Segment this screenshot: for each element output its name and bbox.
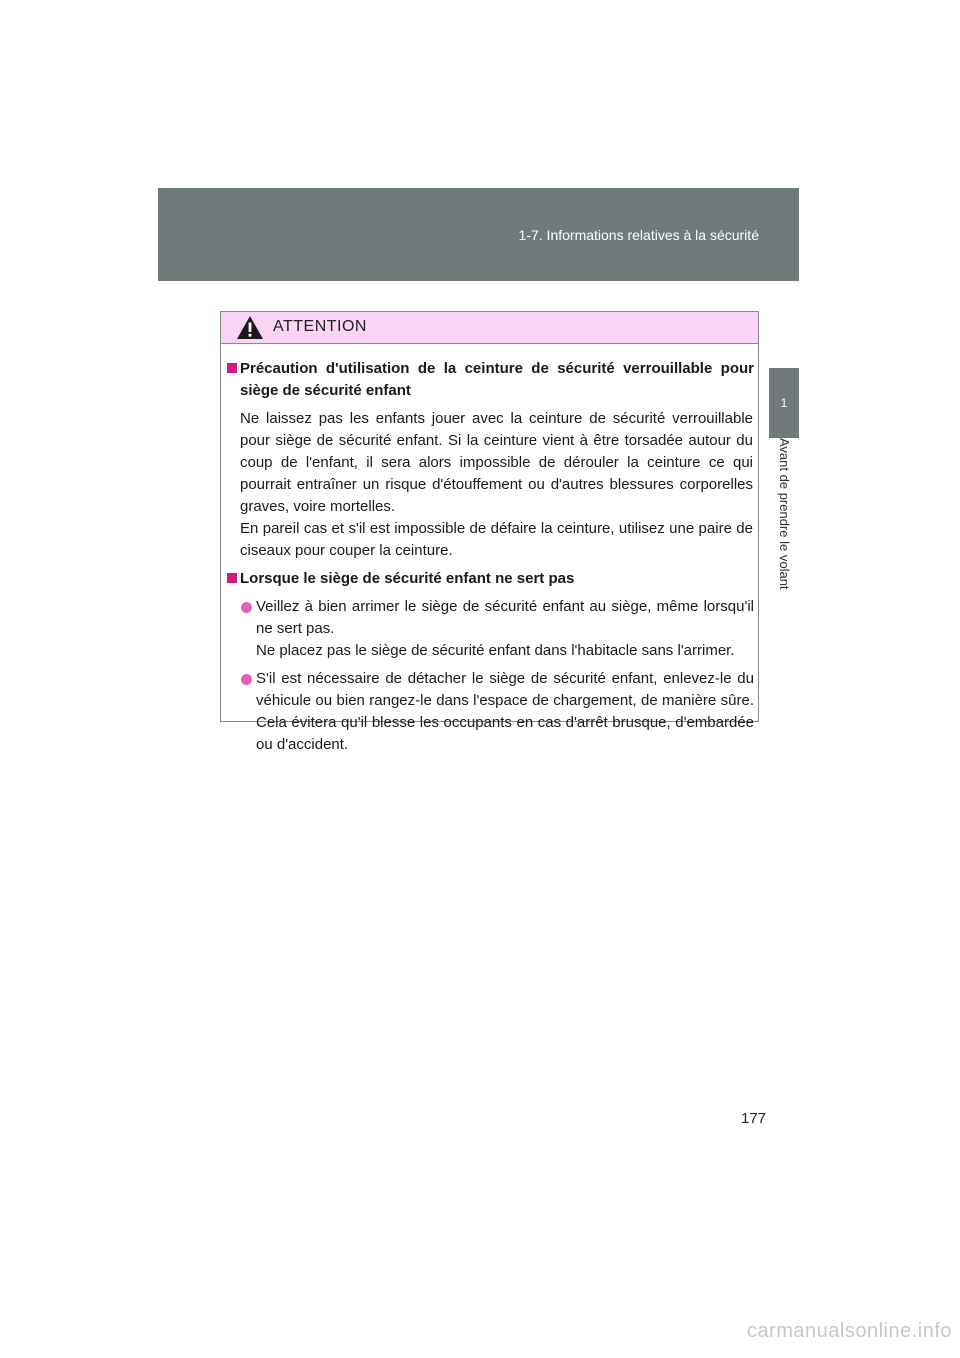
warning-title: ATTENTION xyxy=(273,318,367,335)
warning-header xyxy=(221,312,758,344)
watermark: carmanualsonline.info xyxy=(746,1320,952,1342)
paragraph xyxy=(240,408,754,562)
square-bullet-icon xyxy=(227,363,237,373)
chapter-number: 1 xyxy=(780,396,788,410)
section-heading xyxy=(225,568,754,590)
circle-bullet-icon xyxy=(241,674,252,685)
warning-section xyxy=(225,358,754,562)
list-item-text: Ne placez pas le siège de sécurité enfant dans l'habitacle sans l'arrimer. xyxy=(256,642,735,659)
square-bullet-icon xyxy=(227,573,237,583)
warning-triangle-icon xyxy=(236,315,264,340)
warning-section xyxy=(225,568,754,756)
section-header-band xyxy=(158,188,799,281)
list-item xyxy=(240,668,754,756)
list-item-text: S'il est nécessaire de détacher le siège de sécurité enfant, enlevez-le du véhicule ou bien rangez-le dans l'espace de chargement, de manière sûre. Cela évitera qu'il blesse les occupants en cas d'arrêt brusque, d'embardée ou d'accident. xyxy=(256,670,754,753)
section-heading-text: Lorsque le siège de sécurité enfant ne sert pas xyxy=(240,570,575,587)
list-item-text: Veillez à bien arrimer le siège de sécurité enfant au siège, même lorsqu'il ne sert pas. xyxy=(256,598,754,637)
warning-box xyxy=(220,311,759,753)
section-heading xyxy=(225,358,754,402)
paragraph-text: Ne laissez pas les enfants jouer avec la ceinture de sécurité verrouillable pour siège de sécurité enfant. Si la ceinture vient à être torsadée autour du coup de l'enfant, il sera alors impossible de dérouler la ceinture ce qui pourrait entraîner un risque d'étouffement ou d'autres blessures corporelles graves, voire mortelles. xyxy=(240,410,753,515)
circle-bullet-icon xyxy=(241,602,252,613)
chapter-tab xyxy=(769,368,799,438)
section-title: 1-7. Informations relatives à la sécurité xyxy=(518,227,759,243)
section-heading-text: Précaution d'utilisation de la ceinture de sécurité verrouillable pour siège de sécurité enfant xyxy=(240,360,754,399)
warning-body xyxy=(221,344,758,756)
page-number: 177 xyxy=(741,1110,767,1127)
paragraph-text: En pareil cas et s'il est impossible de défaire la ceinture, utilisez une paire de ciseaux pour couper la ceinture. xyxy=(240,520,753,559)
list-item xyxy=(240,596,754,662)
chapter-label: Avant de prendre le volant xyxy=(777,438,792,590)
